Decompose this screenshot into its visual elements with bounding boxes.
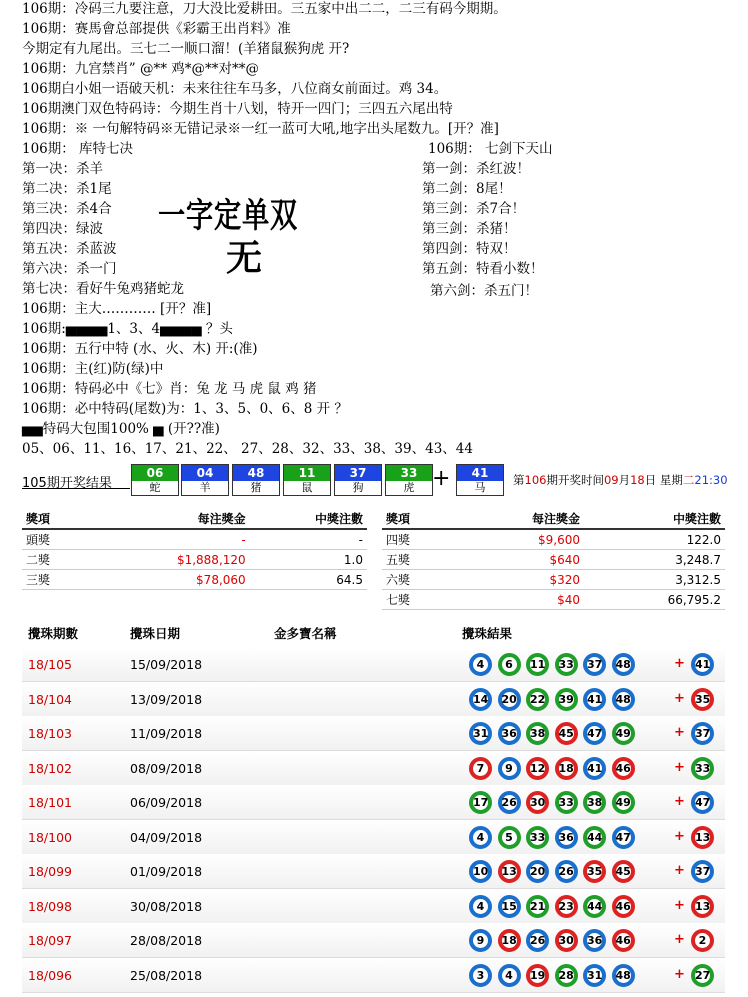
- lottery-ball: 20: [498, 688, 521, 711]
- prize-cell: 3,248.7: [584, 550, 725, 570]
- special-ball: 41: [691, 653, 714, 676]
- lottery-ball: 41: [583, 688, 606, 711]
- draw-period: 18/100: [28, 829, 72, 845]
- lottery-ball: 47: [612, 826, 635, 849]
- plus-sign: +: [674, 725, 685, 740]
- lottery-ball: 47: [583, 722, 606, 745]
- prize-cell: 3,312.5: [584, 570, 725, 590]
- sword-item: 第六剑：杀五门！: [430, 283, 538, 299]
- draw-period: 18/104: [28, 691, 72, 707]
- lottery-ball: 19: [526, 964, 549, 987]
- text-line: 106期：五行中特 (水、火、木) 开:(准): [22, 341, 258, 357]
- col-name: 金多寶名稱: [274, 626, 337, 641]
- draw-date: 04/09/2018: [130, 829, 203, 845]
- prize-cell: 五獎: [382, 550, 455, 570]
- draw-period: 18/099: [28, 864, 72, 879]
- result-ball: [232, 464, 280, 496]
- big-headline: 一字定单双: [158, 196, 298, 236]
- draw-balls: [469, 653, 725, 677]
- lottery-ball: 48: [612, 688, 635, 711]
- lottery-ball: 48: [612, 964, 635, 987]
- special-ball: 33: [691, 757, 714, 780]
- draw-period: 18/105: [28, 657, 72, 672]
- lottery-ball: 38: [526, 722, 549, 745]
- lottery-ball: 26: [526, 929, 549, 952]
- text-line: 第一决：杀羊: [22, 161, 103, 177]
- lottery-ball: 45: [555, 722, 578, 745]
- plus-sign: +: [432, 466, 451, 491]
- lottery-ball: 36: [498, 722, 521, 745]
- draw-date: 13/09/2018: [130, 691, 203, 707]
- lottery-ball: 10: [469, 860, 492, 883]
- special-ball: 37: [691, 860, 714, 883]
- prize-header: 中獎注數: [250, 508, 367, 529]
- prize-cell: $9,600: [455, 529, 584, 550]
- result-ball: [283, 464, 331, 496]
- plus-sign: +: [674, 966, 685, 982]
- draw-balls: [469, 722, 725, 746]
- ball-number: 37: [335, 465, 381, 481]
- lottery-ball: 30: [555, 929, 578, 952]
- prize-cell: $320: [455, 570, 584, 590]
- history-header: [22, 618, 725, 646]
- prize-cell: 七獎: [382, 590, 455, 610]
- text-line: 106期：必中特码(尾数)为：1、3、5、0、6、8 开 ？: [22, 401, 348, 417]
- special-ball: 35: [691, 688, 714, 711]
- prize-header: 獎項: [22, 508, 89, 529]
- lottery-ball: 22: [526, 688, 549, 711]
- prize-cell: 1.0: [250, 550, 367, 570]
- draw-date: 25/08/2018: [130, 967, 203, 983]
- lottery-ball: 36: [583, 929, 606, 952]
- col-result: 攪珠結果: [462, 626, 513, 641]
- history-row: [22, 854, 725, 889]
- draw-period: 18/097: [28, 933, 72, 948]
- ball-number: 04: [182, 465, 228, 481]
- lottery-ball: 20: [526, 860, 549, 883]
- text-line: 第二决：杀1尾: [22, 181, 112, 197]
- special-ball: [456, 464, 504, 496]
- lottery-ball: 44: [583, 895, 606, 918]
- lottery-ball: 11: [526, 653, 549, 676]
- lottery-ball: 41: [583, 757, 606, 780]
- big-headline-answer: 无: [226, 238, 263, 279]
- plus-sign: +: [674, 897, 685, 913]
- history-row: [22, 958, 725, 993]
- special-ball: 47: [691, 791, 714, 814]
- draw-date: 11/09/2018: [130, 726, 203, 741]
- divider: [22, 488, 130, 489]
- result-ball: [385, 464, 433, 496]
- lottery-ball: 46: [612, 757, 635, 780]
- lottery-ball: 46: [612, 929, 635, 952]
- lottery-ball: 26: [555, 860, 578, 883]
- history-row: [22, 923, 725, 958]
- text-line: 106期：※ 一句解特码※无错记录※一红一蓝可大吼,地字出头尾数九。[开？准]: [22, 121, 499, 137]
- sword-item: 第五剑：特看小数！: [422, 261, 544, 277]
- ball-zodiac: 虎: [386, 481, 432, 495]
- text-line: 第三决：杀4合: [22, 201, 112, 217]
- ball-zodiac: 羊: [182, 481, 228, 495]
- text-line: 第四决：绿波: [22, 221, 103, 237]
- prize-cell: 三獎: [22, 570, 89, 590]
- lottery-ball: 49: [612, 791, 635, 814]
- text-line: 05、06、11、16、17、21、22、 27、28、32、33、38、39、43、44: [22, 441, 473, 457]
- special-ball: 13: [691, 895, 714, 918]
- prize-header: 每注獎金: [89, 508, 250, 529]
- history-row: [22, 785, 725, 820]
- prize-cell: $78,060: [89, 570, 250, 590]
- lottery-ball: 44: [583, 826, 606, 849]
- lottery-ball: 9: [469, 929, 492, 952]
- draw-balls: [469, 791, 725, 815]
- lottery-ball: 17: [469, 791, 492, 814]
- plus-sign: +: [674, 863, 685, 878]
- lottery-ball: 28: [555, 964, 578, 987]
- prize-row: [22, 550, 367, 570]
- draw-period: 18/102: [28, 760, 72, 776]
- history-row: [22, 751, 725, 786]
- lottery-ball: 23: [555, 895, 578, 918]
- result-ball: [334, 464, 382, 496]
- history-row: [22, 716, 725, 751]
- prize-table-left: [22, 508, 367, 590]
- results-strip: [0, 462, 748, 498]
- draw-date: 15/09/2018: [130, 657, 203, 672]
- prize-row: [382, 570, 725, 590]
- draw-balls: [469, 964, 725, 988]
- draw-date: 30/08/2018: [130, 898, 203, 914]
- prize-header: 中獎注數: [584, 508, 725, 529]
- prize-cell: $40: [455, 590, 584, 610]
- draw-date: 28/08/2018: [130, 933, 203, 948]
- lottery-ball: 35: [583, 860, 606, 883]
- text-line: 今期定有九尾出。三七二一顺口溜！(羊猪鼠猴狗虎 开?: [22, 41, 350, 57]
- ball-zodiac: 狗: [335, 481, 381, 495]
- results-label: 105期开奖结果: [22, 476, 112, 491]
- plus-sign: +: [674, 656, 685, 671]
- history-row: [22, 889, 725, 924]
- lottery-ball: 46: [612, 895, 635, 918]
- plus-sign: +: [674, 828, 685, 844]
- lottery-ball: 4: [469, 653, 492, 676]
- ball-number: 11: [284, 465, 330, 481]
- lottery-ball: 49: [612, 722, 635, 745]
- ball-number: 06: [132, 465, 178, 481]
- prize-header: 獎項: [382, 508, 455, 529]
- draw-balls: [469, 860, 725, 884]
- ball-zodiac: 猪: [233, 481, 279, 495]
- text-line: 第五决：杀蓝波: [22, 241, 117, 257]
- lottery-ball: 13: [498, 860, 521, 883]
- text-line: 106期白小姐一语破天机：未来往往车马多，八位商女前面过。鸡 34。: [22, 81, 448, 97]
- text-line: ▅▅特码大包围100% ▅ (开??准): [22, 421, 220, 437]
- prize-row: [382, 529, 725, 550]
- ball-number: 48: [233, 465, 279, 481]
- prize-cell: 二獎: [22, 550, 89, 570]
- ball-zodiac: 蛇: [132, 481, 178, 495]
- lottery-ball: 15: [498, 895, 521, 918]
- text-line: 106期：九宫禁肖” @** 鸡*@**对**@: [22, 61, 260, 77]
- text-line: 106期：赛馬會总部提供《彩霸王出肖料》准: [22, 21, 291, 37]
- result-ball: [181, 464, 229, 496]
- col-date: 攪珠日期: [130, 626, 181, 641]
- prize-cell: 四獎: [382, 529, 455, 550]
- history-row: [22, 682, 725, 717]
- sword-item: 第三剑：杀猪！: [422, 221, 517, 237]
- sword-item: 第四剑：特双！: [422, 241, 517, 257]
- ball-zodiac: 马: [457, 481, 503, 495]
- col-period: 攪珠期數: [28, 626, 79, 641]
- lottery-ball: 33: [555, 791, 578, 814]
- lottery-ball: 4: [498, 964, 521, 987]
- lottery-ball: 9: [498, 757, 521, 780]
- special-ball: 27: [691, 964, 714, 987]
- sword-item: 第一剑：杀红波！: [422, 161, 530, 177]
- lottery-ball: 4: [469, 895, 492, 918]
- prize-cell: -: [89, 529, 250, 550]
- text-line: 106期：主(红)防(绿)中: [22, 361, 164, 377]
- lottery-ball: 4: [469, 826, 492, 849]
- plus-sign: +: [674, 690, 685, 706]
- result-ball: [131, 464, 179, 496]
- lottery-ball: 30: [526, 791, 549, 814]
- lottery-ball: 31: [583, 964, 606, 987]
- lottery-ball: 5: [498, 826, 521, 849]
- lottery-ball: 12: [526, 757, 549, 780]
- lottery-ball: 38: [583, 791, 606, 814]
- plus-sign: +: [674, 759, 685, 775]
- prize-row: [22, 529, 367, 550]
- lottery-ball: 7: [469, 757, 492, 780]
- draw-balls: [469, 688, 725, 712]
- special-ball: 13: [691, 826, 714, 849]
- next-draw-info: 第106期开奖时间09月18日 星期二21:30: [513, 473, 728, 487]
- text-line: 106期：特码必中《七》肖：兔 龙 马 虎 鼠 鸡 猪: [22, 381, 317, 397]
- lottery-ball: 26: [498, 791, 521, 814]
- lottery-ball: 33: [526, 826, 549, 849]
- text-line: 第六决：杀一门: [22, 261, 117, 277]
- prize-row: [382, 590, 725, 610]
- lottery-ball: 14: [469, 688, 492, 711]
- lottery-ball: 3: [469, 964, 492, 987]
- plus-sign: +: [674, 932, 685, 947]
- lottery-ball: 6: [498, 653, 521, 676]
- lottery-ball: 45: [612, 860, 635, 883]
- swords-title: 106期： 七剑下天山: [428, 141, 553, 157]
- text-line: 106期： 库特七决: [22, 141, 134, 157]
- draw-balls: [469, 929, 725, 953]
- draw-period: 18/101: [28, 795, 72, 810]
- special-ball: 37: [691, 722, 714, 745]
- draw-balls: [469, 757, 725, 781]
- ball-number: 33: [386, 465, 432, 481]
- special-ball: 2: [691, 929, 714, 952]
- prize-cell: 六獎: [382, 570, 455, 590]
- draw-date: 06/09/2018: [130, 795, 203, 810]
- draw-date: 01/09/2018: [130, 864, 203, 879]
- prize-table-right: [382, 508, 725, 610]
- text-line: 106期:▅▅▅▅1、3、4▅▅▅▅ ？头: [22, 321, 233, 337]
- lottery-ball: 36: [555, 826, 578, 849]
- draw-period: 18/103: [28, 726, 72, 741]
- prize-cell: $1,888,120: [89, 550, 250, 570]
- prize-header: 每注獎金: [455, 508, 584, 529]
- lottery-ball: 18: [498, 929, 521, 952]
- lottery-ball: 39: [555, 688, 578, 711]
- prize-cell: 122.0: [584, 529, 725, 550]
- prize-cell: $640: [455, 550, 584, 570]
- plus-sign: +: [674, 794, 685, 809]
- lottery-ball: 48: [612, 653, 635, 676]
- draw-period: 18/096: [28, 967, 72, 983]
- prize-cell: -: [250, 529, 367, 550]
- lottery-ball: 37: [583, 653, 606, 676]
- lottery-ball: 18: [555, 757, 578, 780]
- text-line: 106期：冷码三九要注意，刀大没比爱耕田。三五家中出二二，二三有码今期期。: [22, 1, 507, 17]
- prize-row: [22, 570, 367, 590]
- lottery-ball: 21: [526, 895, 549, 918]
- draw-balls: [469, 895, 725, 919]
- prize-cell: 頭獎: [22, 529, 89, 550]
- ball-zodiac: 鼠: [284, 481, 330, 495]
- lottery-ball: 31: [469, 722, 492, 745]
- text-line: 106期澳门双色特码诗：今期生肖十八划，特开一四门；三四五六尾出特: [22, 101, 453, 117]
- history-row: [22, 647, 725, 682]
- text-line: 第七决：看好牛兔鸡猪蛇龙: [22, 281, 184, 297]
- prize-row: [382, 550, 725, 570]
- prize-cell: 64.5: [250, 570, 367, 590]
- prize-cell: 66,795.2: [584, 590, 725, 610]
- draw-date: 08/09/2018: [130, 760, 203, 776]
- text-line: 106期：主大………… [开？准]: [22, 301, 212, 317]
- lottery-ball: 33: [555, 653, 578, 676]
- draw-balls: [469, 826, 725, 850]
- ball-number: 41: [457, 465, 503, 481]
- draw-period: 18/098: [28, 898, 72, 914]
- sword-item: 第二剑：8尾！: [422, 181, 512, 197]
- history-row: [22, 820, 725, 855]
- sword-item: 第三剑：杀7合！: [422, 201, 526, 217]
